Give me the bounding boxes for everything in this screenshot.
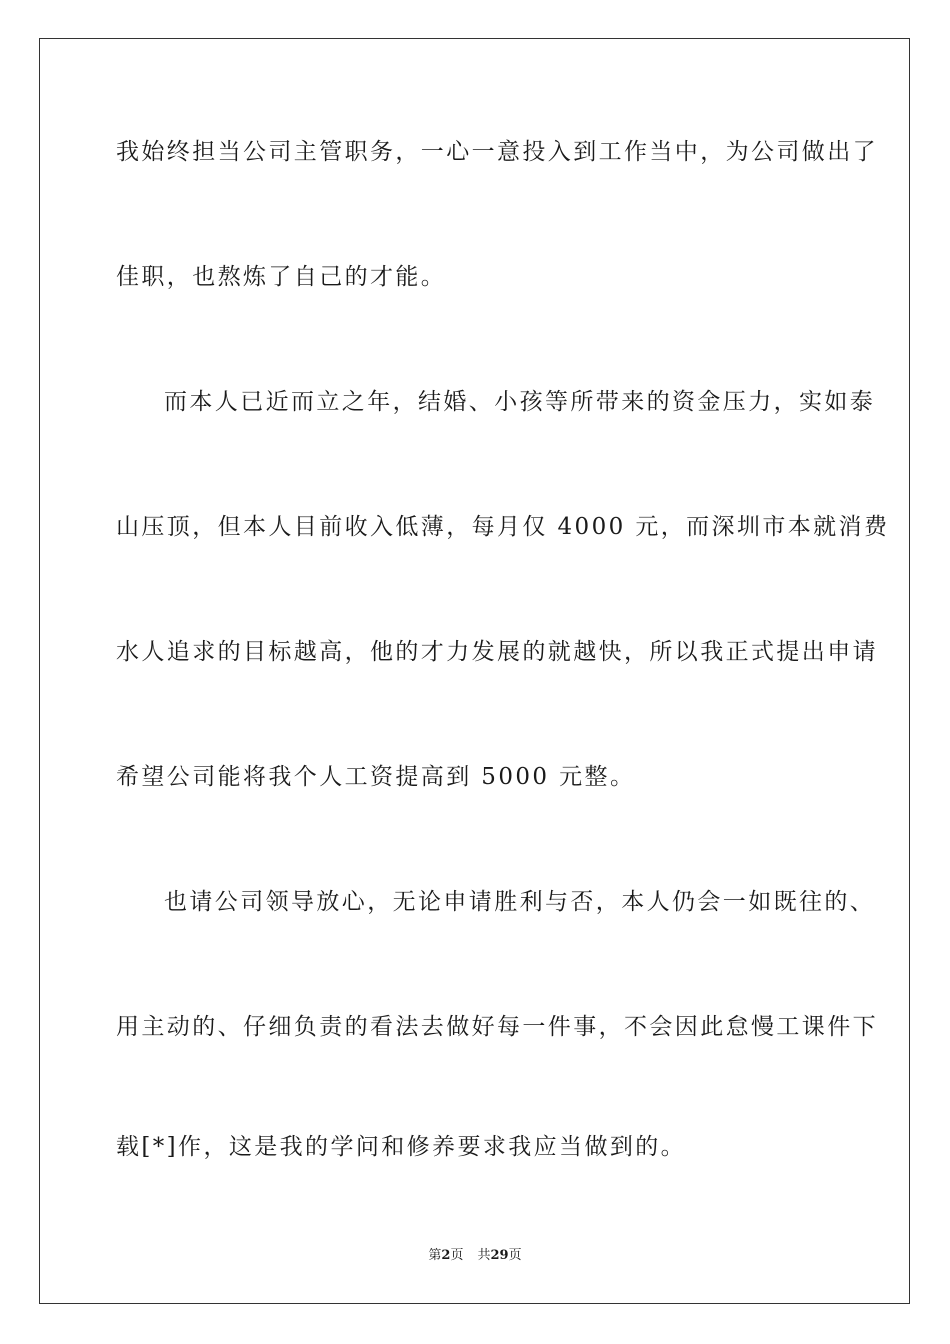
body-line-2: 佳职，也熬炼了自己的才能。 [116,264,447,290]
body-line-4: 山压顶，但本人目前收入低薄，每月仅 4000 元，而深圳市本就消费 [116,514,890,540]
body-line-3: 而本人已近而立之年，结婚、小孩等所带来的资金压力，实如泰 [164,389,876,415]
footer-total-prefix: 共 [477,1248,491,1263]
body-line-1: 我始终担当公司主管职务，一心一意投入到工作当中，为公司做出了 [116,139,878,165]
footer-total-suffix: 页 [508,1248,522,1263]
page-frame [39,38,910,1304]
footer-page-suffix: 页 [450,1248,464,1263]
body-line-7: 也请公司领导放心，无论申请胜利与否，本人仍会一如既往的、 [164,889,876,915]
footer-total-pages: 29 [490,1248,509,1263]
body-line-9: 载[*]作，这是我的学问和修养要求我应当做到的。 [116,1134,687,1160]
body-line-6: 希望公司能将我个人工资提高到 5000 元整。 [116,764,636,790]
body-line-8: 用主动的、仔细负责的看法去做好每一件事，不会因此怠慢工课件下 [116,1014,878,1040]
body-line-5: 水人追求的目标越高，他的才力发展的就越快，所以我正式提出申请 [116,639,878,665]
page-footer [0,1247,950,1265]
footer-page-number: 2 [441,1248,451,1263]
footer-page-prefix: 第 [428,1248,442,1263]
